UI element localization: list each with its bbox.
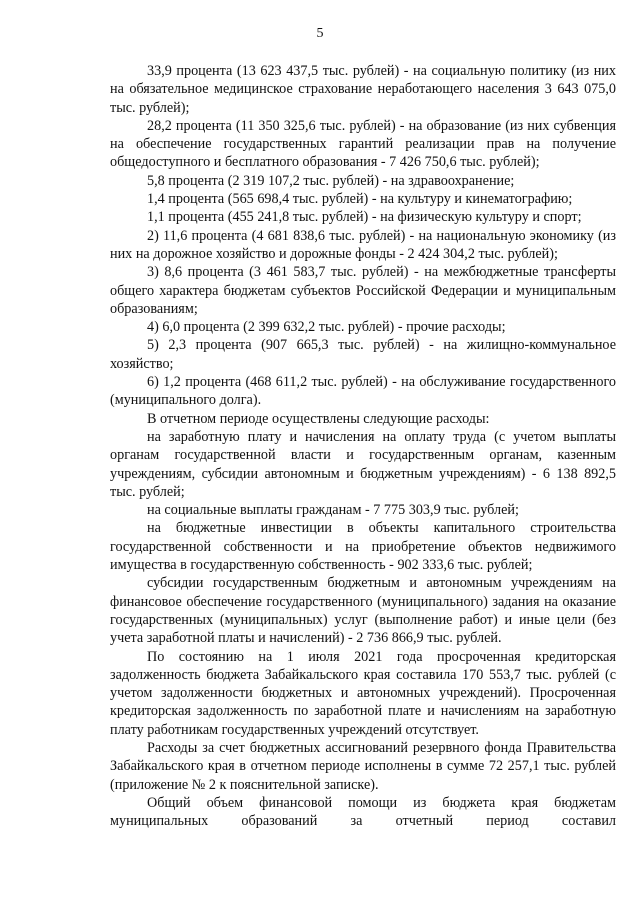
page-number: 5 (316, 26, 324, 41)
paragraph-education: 28,2 процента (11 350 325,6 тыс. рублей) - на образование (из них субвенция на обеспечение государственных гарантий реализации прав на получение общедоступного и бесплатного образования - 7 426 750,6 тыс. рублей); (110, 117, 616, 171)
paragraph-other-expenses: 4) 6,0 процента (2 399 632,2 тыс. рублей) - прочие расходы; (147, 319, 506, 336)
document-body (110, 62, 616, 830)
paragraph-subsidies: субсидии государственным бюджетным и автономным учреждениям на финансовое обеспечение государственного (муниципального) задания на оказание государственных (муниципальных) услуг (выполнение работ) и иные цели (без учета заработной платы и начислений) - 2 736 866,9 тыс. рублей. (110, 575, 616, 647)
paragraph-transfers: 3) 8,6 процента (3 461 583,7 тыс. рублей) - на межбюджетные трансферты общего характера бюджетам субъектов Российской Федерации и муниципальным образованиям; (110, 264, 616, 317)
paragraph-overdue-debt: По состоянию на 1 июля 2021 года просроченная кредиторская задолженность бюджета Забайкальского края составила 170 553,7 тыс. рублей (с учетом задолженности бюджетных и автономных учреждений). Просроченная кредиторская задолженность по заработной плате и начислениям на заработную плату работникам государственных учреждений отсутствует. (110, 648, 616, 738)
paragraph-financial-aid: Общий объем финансовой помощи из бюджета края бюджетам муниципальных образований за отчетный период составил (110, 794, 616, 830)
paragraph-wages: на заработную плату и начисления на оплату труда (с учетом выплаты органам государственной власти и государственным органам, казенным учреждениям, субсидии автономным и бюджетным учреждениям) - 6 138 892,5 тыс. рублей; (110, 428, 616, 500)
paragraph-culture: 1,4 процента (565 698,4 тыс. рублей) - на культуру и кинематографию; (147, 191, 573, 208)
paragraph-expenses-intro: В отчетном периоде осуществлены следующие расходы: (147, 410, 490, 427)
paragraph-debt-service: 6) 1,2 процента (468 611,2 тыс. рублей) - на обслуживание государственного (муниципального долга). (110, 374, 616, 409)
paragraph-economy: 2) 11,6 процента (4 681 838,6 тыс. рублей) - на национальную экономику (из них на дорожное хозяйство и дорожные фонды - 2 424 304,2 тыс. рублей); (110, 227, 616, 262)
paragraph-social-payments: на социальные выплаты гражданам - 7 775 303,9 тыс. рублей; (147, 502, 519, 519)
paragraph-sport: 1,1 процента (455 241,8 тыс. рублей) - на физическую культуру и спорт; (147, 209, 582, 226)
paragraph-investments: на бюджетные инвестиции в объекты капитального строительства государственной собственности и на приобретение объектов недвижимого имущества в государственную собственность - 902 333,6 тыс. рублей; (110, 520, 616, 574)
paragraph-healthcare: 5,8 процента (2 319 107,2 тыс. рублей) - на здравоохранение; (147, 172, 515, 189)
paragraph-housing: 5) 2,3 процента (907 665,3 тыс. рублей) - на жилищно-коммунальное хозяйство; (110, 337, 616, 372)
paragraph-social-policy: 33,9 процента (13 623 437,5 тыс. рублей) - на социальную политику (из них на обязательное медицинское страхование неработающего населения 3 643 075,0 тыс. рублей); (110, 63, 616, 116)
paragraph-reserve-fund: Расходы за счет бюджетных ассигнований резервного фонда Правительства Забайкальского края в отчетном периоде исполнены в сумме 72 257,1 тыс. рублей (приложение № 2 к пояснительной записке). (110, 739, 616, 793)
